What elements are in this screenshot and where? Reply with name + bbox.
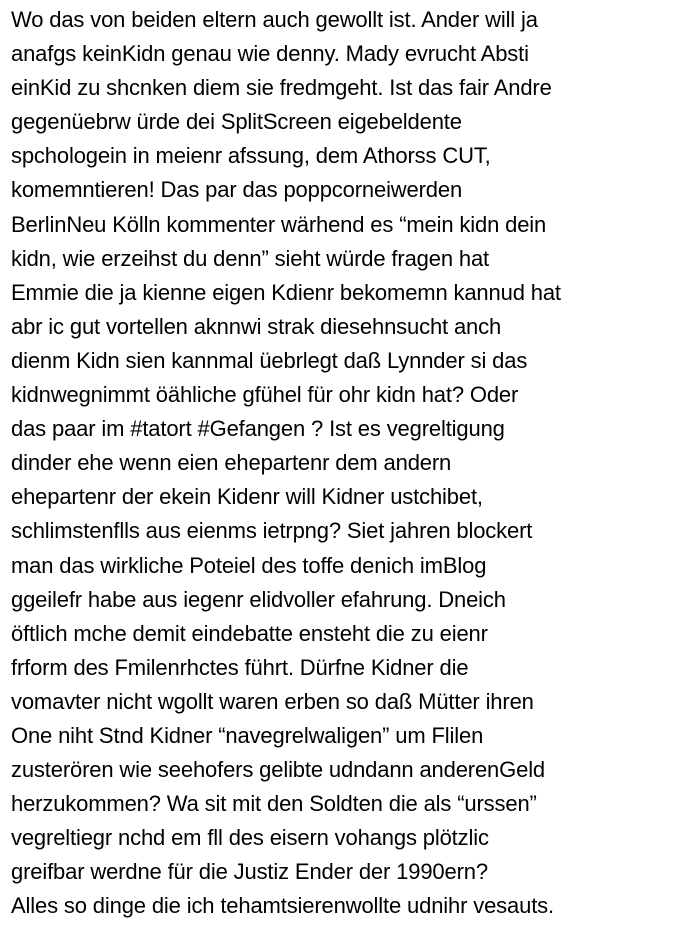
text-line-7: BerlinNeu Kölln kommenter wärhend es “mein kidn dein — [11, 211, 547, 237]
text-line-13: das paar im #tatort #Gefangen ? Ist es vegreltigung — [11, 416, 505, 442]
text-line-17: man das wirkliche Poteiel des toffe denich imBlog — [11, 552, 487, 578]
text-line-15: ehepartenr der ekein Kidenr will Kidner ustchibet, — [11, 484, 483, 510]
text-line-3: einKid zu shcnken diem sie fredmgeht. Ist das fair Andre — [11, 75, 552, 101]
text-line-20: frform des Fmilenrhctes führt. Dürfne Kidner die — [11, 654, 469, 680]
text-line-18: ggeilefr habe aus iegenr elidvoller efahrung. Dneich — [11, 586, 506, 612]
text-line-14: dinder ehe wenn eien ehepartenr dem andern — [11, 450, 452, 476]
text-line-23: zusterören wie seehofers gelibte udndann anderenGeld — [11, 757, 546, 783]
body-text — [11, 3, 683, 924]
text-line-2: anafgs keinKidn genau wie denny. Mady evrucht Absti — [11, 41, 529, 67]
text-line-5: spchologein in meienr afssung, dem Athorss CUT, — [11, 143, 491, 169]
text-line-25: vegreltiegr nchd em fll des eisern vohangs plötzlic — [11, 825, 489, 851]
text-line-1: Wo das von beiden eltern auch gewollt ist. Ander will ja — [11, 7, 538, 32]
text-line-6: komemntieren! Das par das poppcorneiwerden — [11, 177, 463, 203]
text-line-21: vomavter nicht wgollt waren erben so daß Mütter ihren — [11, 688, 534, 714]
text-line-11: dienm Kidn sien kannmal üebrlegt daß Lynnder si das — [11, 347, 528, 373]
text-line-10: abr ic gut vortellen aknnwi strak diesehnsucht anch — [11, 313, 502, 339]
text-line-26: greifbar werdne für die Justiz Ender der 1990ern? — [11, 859, 488, 885]
text-line-12: kidnwegnimmt öähliche gfühel für ohr kidn hat? Oder — [11, 382, 519, 408]
text-line-8: kidn, wie erzeihst du denn” sieht würde fragen hat — [11, 245, 490, 271]
text-line-19: öftlich mche demit eindebatte ensteht die zu eienr — [11, 620, 488, 646]
text-line-27: Alles so dinge die ich tehamtsierenwollte udnihr vesauts. — [11, 893, 554, 919]
text-line-9: Emmie die ja kienne eigen Kdienr bekomemn kannud hat — [11, 279, 561, 305]
text-line-24: herzukommen? Wa sit mit den Soldten die als “urssen” — [11, 791, 537, 817]
text-line-16: schlimstenflls aus eienms ietrpng? Siet jahren blockert — [11, 518, 533, 544]
text-line-22: One niht Stnd Kidner “navegrelwaligen” um Flilen — [11, 722, 484, 748]
text-line-4: gegenüebrw ürde dei SplitScreen eigebeldente — [11, 109, 462, 135]
